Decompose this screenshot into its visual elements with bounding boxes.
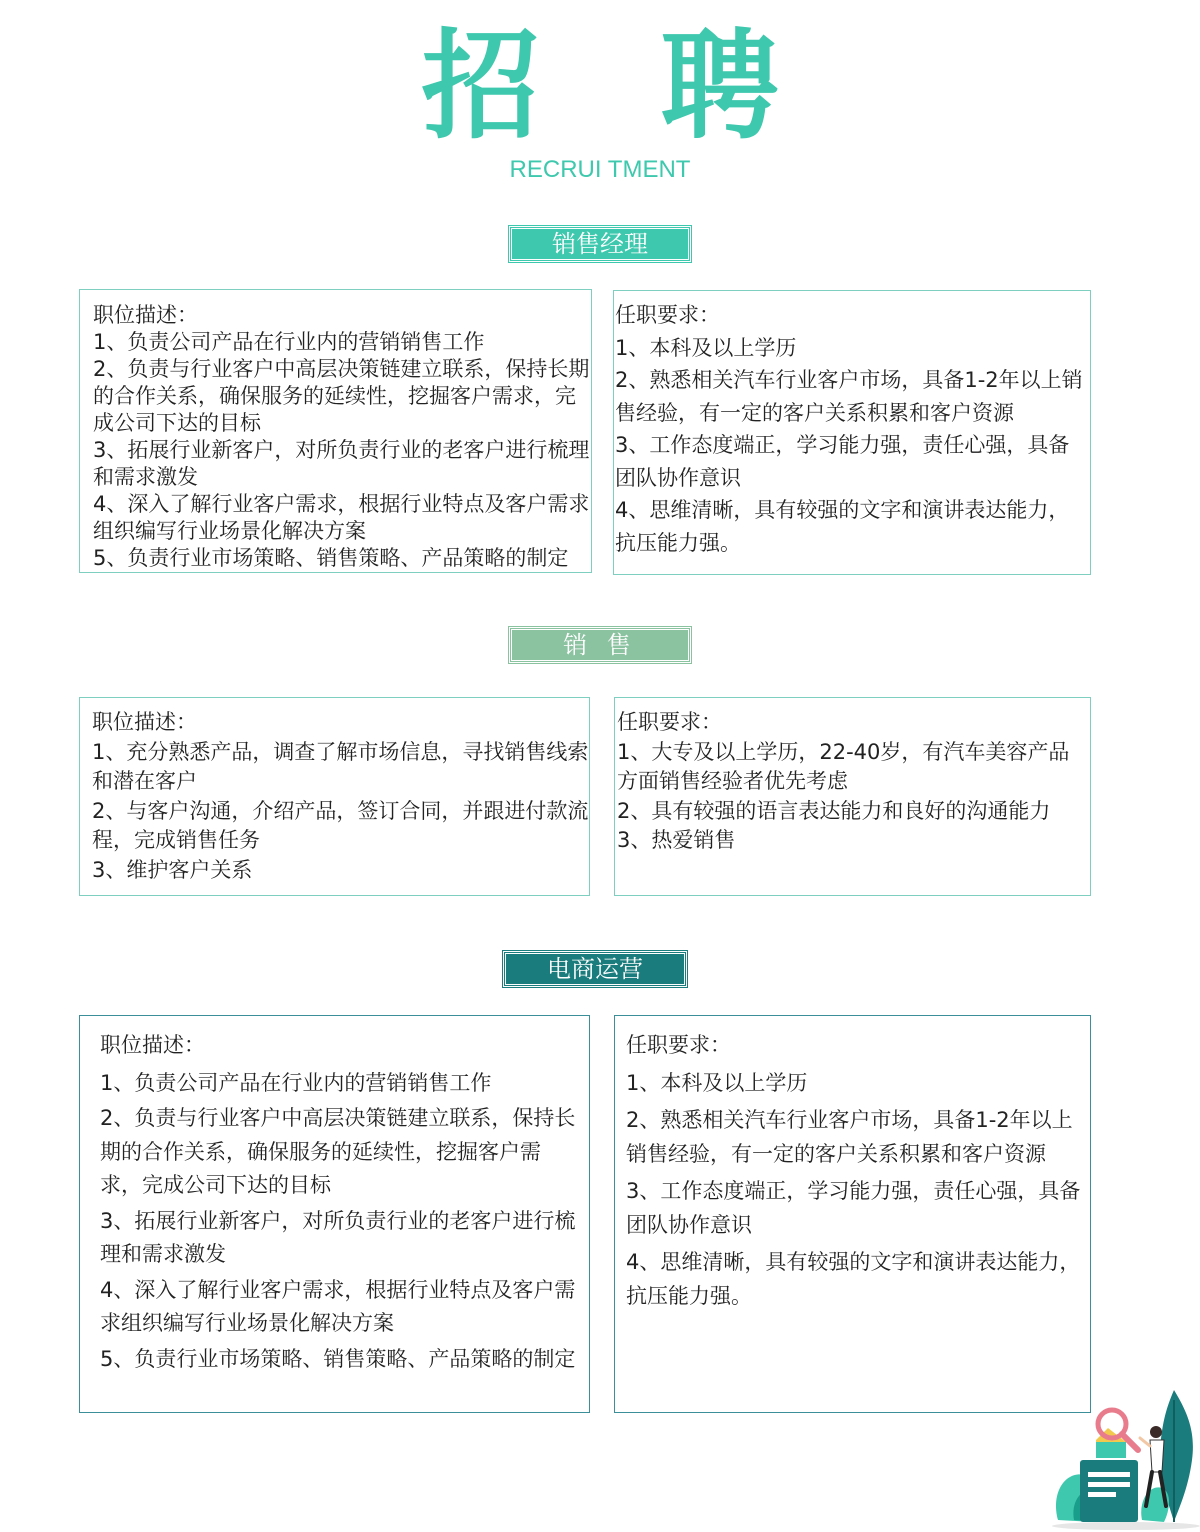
job-description-box-sales (79, 697, 590, 896)
position-tag-ecommerce: 电商运营 (503, 951, 687, 987)
job-description-heading: 职位描述： (93, 303, 198, 327)
job-requirements-box-sales (614, 697, 1091, 896)
requirement-item: 3、工作态度端正，学习能力强，责任心强，具备团队协作意识 (626, 1179, 1081, 1237)
requirement-item: 1、本科及以上学历 (615, 335, 797, 360)
job-description-heading: 职位描述： (100, 1033, 205, 1057)
job-requirements-box-sales-manager (613, 290, 1091, 575)
description-item: 5、负责行业市场策略、销售策略、产品策略的制定 (100, 1346, 576, 1371)
requirement-item: 2、具有较强的语言表达能力和良好的沟通能力 (617, 798, 1051, 823)
description-item: 3、拓展行业新客户，对所负责行业的老客户进行梳理和需求激发 (93, 438, 590, 489)
job-requirements-heading: 任职要求： (626, 1033, 731, 1057)
description-item: 2、负责与行业客户中高层决策链建立联系，保持长期的合作关系，确保服务的延续性，挖掘客户需求，完成公司下达的目标 (100, 1106, 576, 1197)
description-item: 1、充分熟悉产品，调查了解市场信息，寻找销售线索和潜在客户 (92, 739, 589, 793)
job-description-box-ecommerce (79, 1015, 590, 1413)
requirement-item: 4、思维清晰，具有较强的文字和演讲表达能力，抗压能力强。 (615, 498, 1070, 555)
job-requirements-heading: 任职要求： (617, 710, 722, 734)
page-subtitle: RECRUI TMENT (509, 156, 691, 183)
job-description-box-sales-manager (79, 289, 592, 573)
requirement-item: 3、热爱销售 (617, 828, 736, 852)
position-tag-sales: 销 售 (509, 627, 691, 663)
description-item: 2、负责与行业客户中高层决策链建立联系，保持长期的合作关系，确保服务的延续性，挖掘客户需求，完成公司下达的目标 (93, 357, 590, 435)
requirement-item: 1、本科及以上学历 (626, 1070, 808, 1095)
requirement-item: 1、大专及以上学历，22-40岁，有汽车美容产品方面销售经验者优先考虑 (617, 739, 1070, 793)
description-item: 2、与客户沟通，介绍产品，签订合同，并跟进付款流程，完成销售任务 (92, 798, 589, 852)
requirement-item: 2、熟悉相关汽车行业客户市场，具备1-2年以上销售经验，有一定的客户关系积累和客户资源 (626, 1108, 1073, 1166)
job-description-heading: 职位描述： (92, 710, 197, 734)
description-item: 3、维护客户关系 (92, 857, 253, 882)
requirement-item: 4、思维清晰，具有较强的文字和演讲表达能力，抗压能力强。 (626, 1250, 1081, 1308)
description-item: 1、负责公司产品在行业内的营销销售工作 (100, 1070, 492, 1095)
job-requirements-heading: 任职要求： (615, 303, 720, 327)
requirement-item: 3、工作态度端正，学习能力强，责任心强，具备团队协作意识 (615, 433, 1070, 490)
description-item: 5、负责行业市场策略、销售策略、产品策略的制定 (93, 546, 569, 570)
description-item: 1、负责公司产品在行业内的营销销售工作 (93, 330, 485, 354)
job-requirements-box-ecommerce (614, 1015, 1091, 1413)
position-tag-sales-manager: 销售经理 (509, 226, 691, 262)
page-title: 招 聘 (421, 17, 819, 155)
recruitment-illustration (1046, 1380, 1200, 1532)
description-item: 3、拓展行业新客户，对所负责行业的老客户进行梳理和需求激发 (100, 1208, 576, 1266)
description-item: 4、深入了解行业客户需求，根据行业特点及客户需求组织编写行业场景化解决方案 (100, 1277, 576, 1335)
requirement-item: 2、熟悉相关汽车行业客户市场，具备1-2年以上销售经验，有一定的客户关系积累和客户资源 (615, 368, 1083, 425)
description-item: 4、深入了解行业客户需求，根据行业特点及客户需求组织编写行业场景化解决方案 (93, 492, 590, 543)
